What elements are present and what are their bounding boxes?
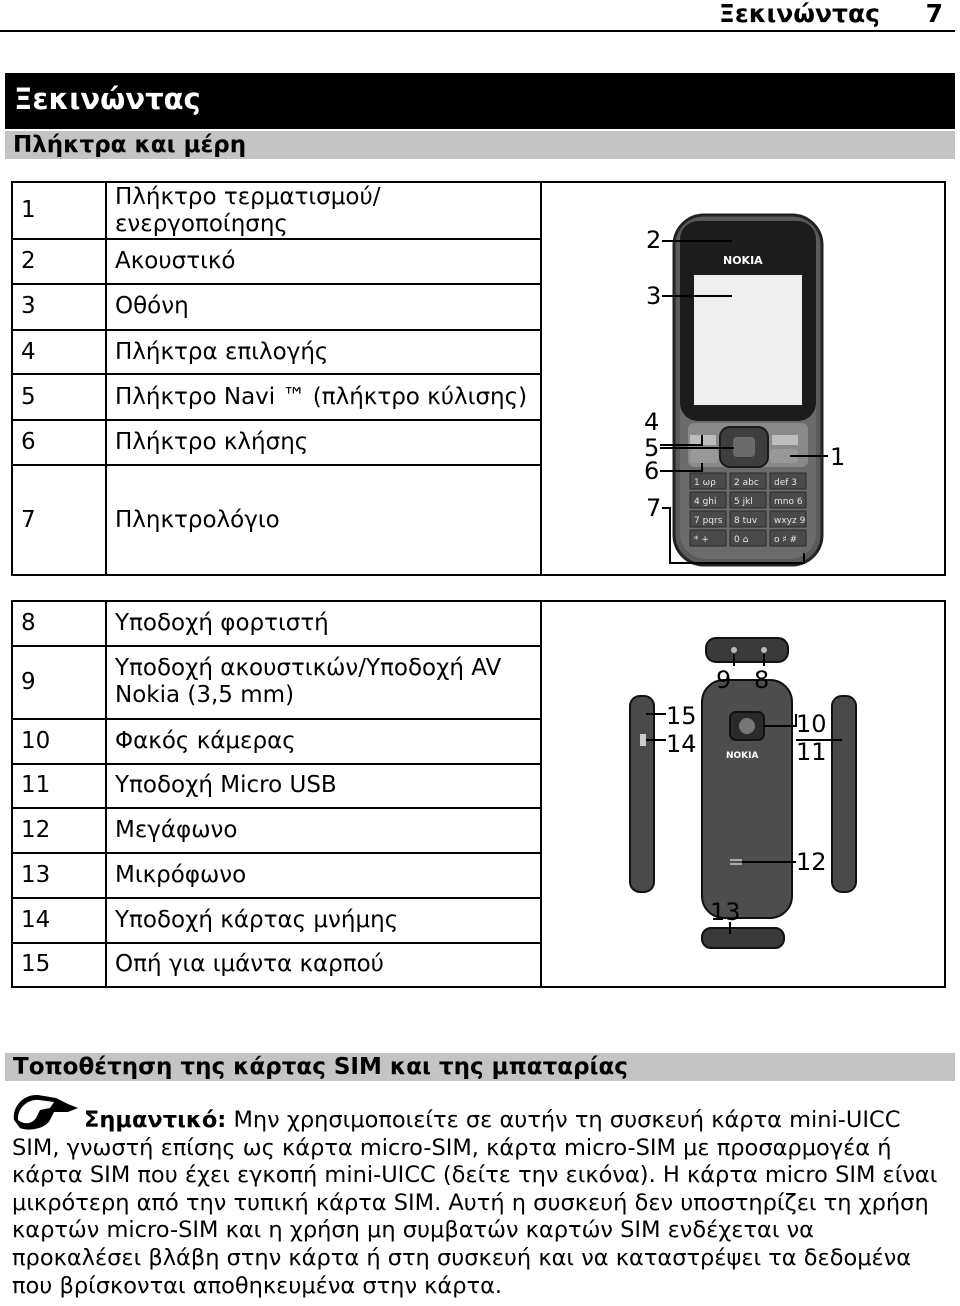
part-label: Πλήκτρα επιλογής	[106, 330, 541, 375]
keypad-key-label: * +	[694, 535, 709, 545]
keypad-key-label: 7 pqrs	[694, 516, 723, 526]
part-number: 2	[12, 239, 106, 284]
callout-number: 14	[666, 730, 697, 758]
keypad-key-label: 8 tuv	[734, 516, 758, 526]
back-parts-table	[11, 600, 946, 988]
part-label: Υποδοχή φορτιστή	[106, 601, 541, 646]
part-number: 14	[12, 898, 106, 943]
note-text: Μην χρησιμοποιείτε σε αυτήν τη συσκευή κάρτα mini-UICC SIM, γνωστή επίσης ως κάρτα micro-SIM, κάρτα micro-SIM με προσαρμογέα ή κάρτα SIM που έχει εγκοπή mini-UICC (δείτε την εικόνα). Η κάρτα micro SIM είναι μικρότερη από την τυπική κάρτα SIM. Αυτή η συσκευή δεν υποστηρίζει τη χρήση καρτών micro-SIM και η χρήση μη συμβατών καρτών SIM ενδέχεται να προκαλέσει βλάβη στην κάρτα ή στη συσκευή και να καταστρέψει τα δεδομένα που βρίσκονται αποθηκευμένα στην κάρτα.	[12, 1107, 938, 1299]
phone-right-side	[832, 696, 856, 892]
part-number: 8	[12, 601, 106, 646]
callout-number: 12	[796, 848, 827, 876]
callout-number: 2	[646, 226, 662, 254]
part-number: 6	[12, 420, 106, 465]
part-number: 1	[12, 182, 106, 239]
keypad-key-label: 2 abc	[734, 478, 759, 488]
part-number: 13	[12, 853, 106, 897]
part-label: Φακός κάμερας	[106, 719, 541, 764]
back-phone-illustration	[542, 602, 947, 986]
part-number: 11	[12, 764, 106, 808]
section-title-sim: Τοποθέτηση της κάρτας SIM και της μπαταρίας	[13, 1054, 628, 1080]
callout-number: 4	[644, 408, 660, 436]
part-number: 9	[12, 646, 106, 718]
keypad-key-label: 4 ghi	[694, 497, 717, 507]
chapter-title: Ξεκινώντας	[14, 82, 201, 116]
part-label: Υποδοχή Micro USB	[106, 764, 541, 808]
part-number: 5	[12, 374, 106, 420]
chapter-title-bar	[5, 73, 955, 129]
call-key	[690, 449, 718, 463]
callout-number: 9	[716, 666, 732, 694]
callout-number: 5	[644, 434, 660, 462]
back-illustration-cell	[541, 601, 945, 987]
callout-number: 7	[646, 494, 662, 522]
part-label: Πληκτρολόγιο	[106, 465, 541, 575]
part-label: Υποδοχή κάρτας μνήμης	[106, 898, 541, 943]
part-label: Ακουστικό	[106, 239, 541, 284]
headset-jack	[731, 647, 737, 653]
charger-port	[761, 647, 767, 653]
front-illustration-cell	[541, 182, 945, 575]
part-number: 10	[12, 719, 106, 764]
phone-top-edge	[706, 638, 788, 662]
part-label: Μεγάφωνο	[106, 808, 541, 853]
part-number: 15	[12, 943, 106, 987]
callout-number: 1	[830, 443, 846, 471]
front-phone-illustration	[542, 183, 947, 574]
memory-card-slot	[640, 734, 646, 746]
phone-screen	[694, 275, 802, 405]
front-row	[12, 182, 945, 239]
nokia-logo: NOKIA	[723, 254, 763, 267]
section-heading-sim	[5, 1053, 955, 1081]
note-label: Σημαντικό:	[84, 1107, 227, 1133]
keypad-key-label: ο ♯ #	[774, 535, 798, 545]
callout-number: 8	[754, 666, 770, 694]
keypad-key-label: def 3	[774, 478, 798, 488]
section-title-keys: Πλήκτρα και μέρη	[13, 132, 247, 158]
part-number: 7	[12, 465, 106, 575]
keypad-key-label: 5 jkl	[734, 497, 753, 507]
callout-number: 3	[646, 282, 662, 310]
important-note	[12, 1107, 947, 1300]
part-label: Μικρόφωνο	[106, 853, 541, 897]
running-head-title: Ξεκινώντας	[719, 0, 880, 28]
phone-left-side	[630, 696, 654, 892]
callout-number: 15	[666, 702, 697, 730]
callout-number: 6	[644, 457, 660, 485]
callout-number: 13	[710, 898, 741, 926]
part-label: Πλήκτρο Navi ™ (πλήκτρο κύλισης)	[106, 374, 541, 420]
callout-number: 11	[796, 738, 827, 766]
part-label: Υποδοχή ακουστικών/Υποδοχή AV Nokia (3,5 mm)	[106, 646, 541, 718]
part-label: Οπή για ιμάντα καρπού	[106, 943, 541, 987]
part-label: Οθόνη	[106, 284, 541, 330]
keypad-key-label: 0 ⌂	[734, 535, 749, 545]
right-selection-key	[772, 435, 798, 445]
back-row	[12, 601, 945, 646]
phone-bottom-edge	[702, 928, 784, 948]
nokia-logo-back: NOKIA	[726, 751, 759, 761]
keypad-key-label: 1 ωρ	[694, 478, 716, 488]
part-number: 4	[12, 330, 106, 375]
page-number: 7	[925, 0, 943, 28]
part-number: 12	[12, 808, 106, 853]
callout-number: 10	[796, 710, 827, 738]
part-number: 3	[12, 284, 106, 330]
section-heading-keys	[5, 131, 955, 159]
part-label: Πλήκτρο τερματισμού/ενεργοποίησης	[106, 182, 541, 239]
front-parts-table	[11, 181, 946, 576]
keypad-key-label: mno 6	[774, 497, 803, 507]
keypad-key-label: wxyz 9	[774, 516, 806, 526]
running-head	[0, 0, 955, 32]
part-label: Πλήκτρο κλήσης	[106, 420, 541, 465]
